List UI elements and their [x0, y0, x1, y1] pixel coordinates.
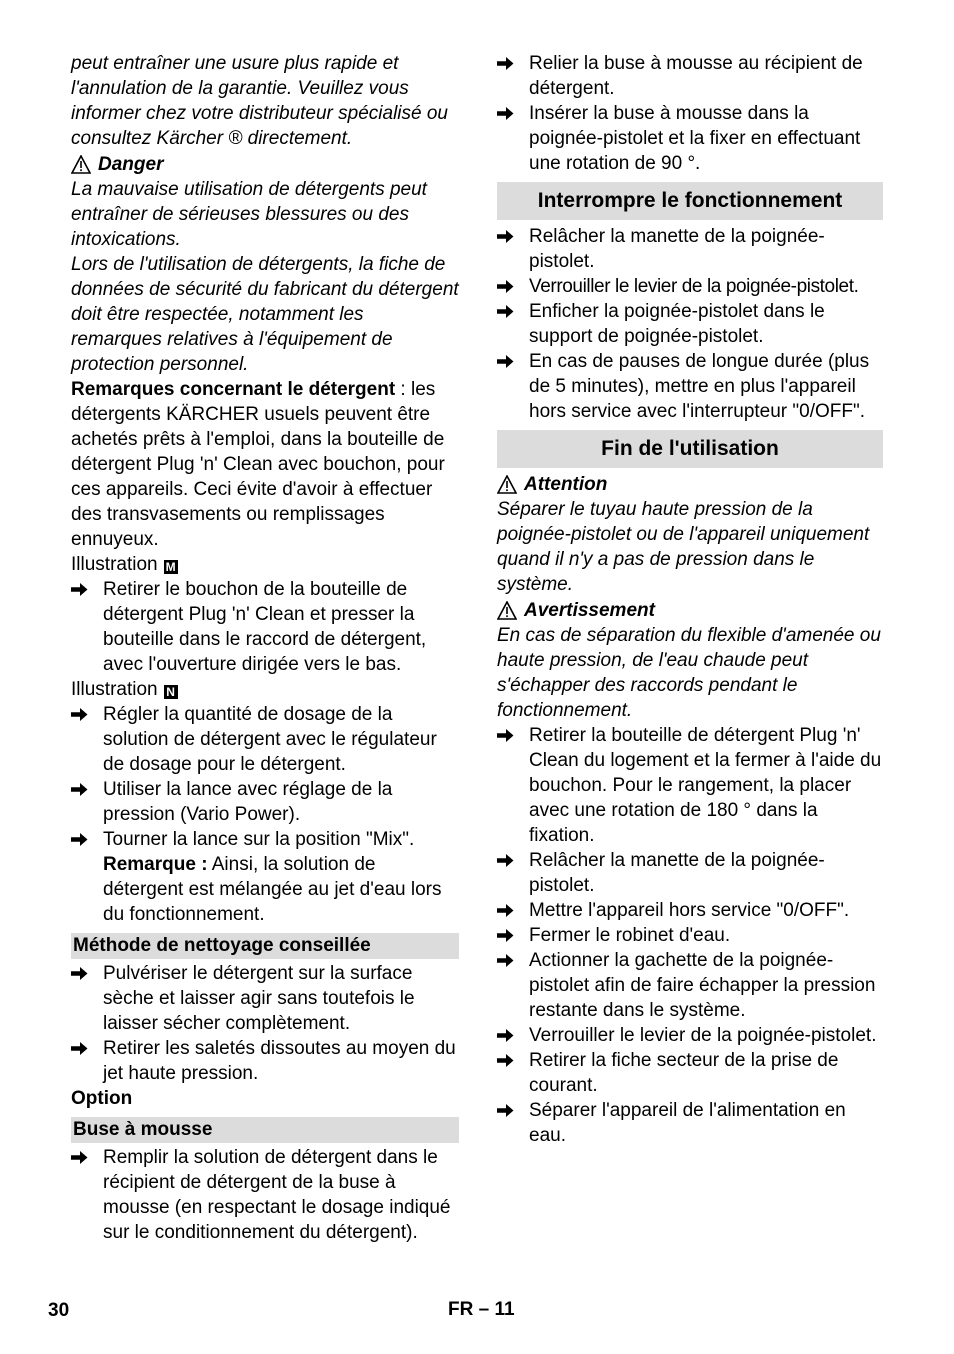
list-item — [497, 848, 883, 898]
danger-heading — [71, 152, 459, 177]
remark-text: Ainsi, la solution de détergent est mélangée au jet d'eau lors du fonctionnement. — [103, 854, 442, 925]
right-column — [497, 51, 883, 1148]
attention-label: Attention — [524, 474, 608, 495]
avertissement-heading — [497, 598, 883, 623]
list-item — [497, 948, 883, 1023]
list-item — [497, 274, 883, 299]
list-item — [71, 961, 459, 1036]
list-item — [497, 1098, 883, 1148]
list-item — [497, 1048, 883, 1098]
illustration-m-badge: M — [165, 560, 176, 574]
avertissement-text: En cas de séparation du flexible d'amenée ou haute pression, de l'eau chaude peut s'échapper des raccords pendant le fonctionnement. — [497, 625, 881, 721]
arrow-right-icon — [71, 1149, 88, 1166]
danger-text-1: La mauvaise utilisation de détergents peut entraîner de sérieuses blessures ou des intoxications. — [71, 179, 427, 250]
section-page-label: FR – 11 — [448, 1299, 515, 1320]
list-item — [71, 1036, 459, 1086]
list-item — [497, 299, 883, 349]
arrow-right-icon — [497, 55, 514, 72]
page-number: 30 — [48, 1300, 70, 1321]
section-heading-fin: Fin de l'utilisation — [497, 430, 883, 468]
step-text: Remplir la solution de détergent dans le récipient de détergent de la buse à mousse (en respectant le dosage indiqué sur le conditionnement du détergent). — [103, 1147, 451, 1243]
arrow-right-icon — [497, 353, 514, 370]
list-item — [71, 702, 459, 777]
option-heading: Option — [71, 1088, 133, 1109]
warning-triangle-icon — [497, 475, 517, 494]
step-text: Tourner la lance sur la position "Mix". — [103, 829, 415, 850]
list-item — [497, 923, 883, 948]
arrow-right-icon — [497, 927, 514, 944]
step-text: Enficher la poignée-pistolet dans le support de poignée-pistolet. — [529, 301, 825, 347]
list-item — [71, 577, 459, 677]
arrow-right-icon — [497, 727, 514, 744]
list-item — [71, 1145, 459, 1245]
avertissement-label: Avertissement — [524, 600, 655, 621]
step-text: Retirer la bouteille de détergent Plug 'n' Clean du logement et la fermer à l'aide du bouchon. Pour le rangement, la placer avec une rotation de 180 ° dans la fixation. — [529, 725, 882, 846]
illustration-label: Illustration — [71, 679, 158, 700]
step-text: Fermer le robinet d'eau. — [529, 925, 731, 946]
remarks-label: Remarques concernant le détergent — [71, 379, 396, 400]
danger-text-2: Lors de l'utilisation de détergents, la fiche de données de sécurité du fabricant du détergent doit être respectée, notamment les remarques relatives à l'équipement de protection personnel. — [71, 254, 459, 375]
section-heading-buse: Buse à mousse — [71, 1117, 459, 1143]
remarks-paragraph — [71, 377, 459, 552]
list-item — [497, 1023, 883, 1048]
arrow-right-icon — [497, 303, 514, 320]
list-item — [497, 51, 883, 101]
list-item — [497, 723, 883, 848]
arrow-right-icon — [497, 105, 514, 122]
step-text: Régler la quantité de dosage de la solution de détergent avec le régulateur de dosage pour le détergent. — [103, 704, 437, 775]
arrow-right-icon — [71, 581, 88, 598]
warning-triangle-icon — [497, 601, 517, 620]
step-text: Retirer la fiche secteur de la prise de courant. — [529, 1050, 839, 1096]
illustration-n — [71, 677, 459, 702]
section-heading-methode: Méthode de nettoyage conseillée — [71, 933, 459, 959]
step-text: Verrouiller le levier de la poignée-pistolet. — [529, 276, 859, 297]
arrow-right-icon — [71, 1040, 88, 1057]
arrow-right-icon — [497, 1102, 514, 1119]
arrow-right-icon — [497, 278, 514, 295]
remark-label: Remarque : — [103, 854, 208, 875]
danger-label: Danger — [98, 154, 164, 175]
illustration-n-badge: N — [164, 685, 178, 699]
step-text: Relier la buse à mousse au récipient de détergent. — [529, 53, 863, 99]
warning-triangle-icon — [71, 155, 91, 174]
list-item — [71, 827, 459, 927]
left-column — [71, 51, 459, 1245]
step-text: Retirer les saletés dissoutes au moyen du jet haute pression. — [103, 1038, 456, 1084]
arrow-right-icon — [71, 781, 88, 798]
list-item — [497, 101, 883, 176]
step-text: Pulvériser le détergent sur la surface sèche et laisser agir sans toutefois le laisser sécher complètement. — [103, 963, 415, 1034]
remarks-text: : les détergents KÄRCHER usuels peuvent être achetés prêts à l'emploi, dans la bouteille de détergent Plug 'n' Clean avec bouchon, pour ces appareils. Ceci évite d'avoir à effectuer des transvasements ou remplissages ennuyeux. — [71, 379, 445, 550]
section-heading-interrompre: Interrompre le fonctionnement — [497, 182, 883, 220]
step-text: Retirer le bouchon de la bouteille de détergent Plug 'n' Clean et presser la bouteille dans le raccord de détergent, avec l'ouverture dirigée vers le bas. — [103, 579, 427, 675]
step-text: Mettre l'appareil hors service "0/OFF". — [529, 900, 850, 921]
illustration-label: Illustration — [71, 554, 158, 575]
arrow-right-icon — [497, 1027, 514, 1044]
list-item — [497, 898, 883, 923]
step-text: Relâcher la manette de la poignée-pistolet. — [529, 850, 825, 896]
attention-heading — [497, 472, 883, 497]
step-text: Séparer l'appareil de l'alimentation en eau. — [529, 1100, 846, 1146]
step-text: Verrouiller le levier de la poignée-pistolet. — [529, 1025, 877, 1046]
arrow-right-icon — [71, 965, 88, 982]
list-item — [497, 349, 883, 424]
step-text: Relâcher la manette de la poignée-pistolet. — [529, 226, 825, 272]
arrow-right-icon — [71, 706, 88, 723]
arrow-right-icon — [497, 228, 514, 245]
step-text: Insérer la buse à mousse dans la poignée-pistolet et la fixer en effectuant une rotation de 90 °. — [529, 103, 861, 174]
intro-text: peut entraîner une usure plus rapide et l'annulation de la garantie. Veuillez vous informer chez votre distributeur spécialisé ou consultez Kärcher ® directement. — [71, 53, 449, 149]
list-item — [497, 224, 883, 274]
step-text: Actionner la gachette de la poignée-pistolet afin de faire échapper la pression restante dans le système. — [529, 950, 876, 1021]
arrow-right-icon — [497, 952, 514, 969]
illustration-m — [71, 552, 459, 577]
attention-text: Séparer le tuyau haute pression de la poignée-pistolet ou de l'appareil uniquement quand il n'y a pas de pression dans le système. — [497, 499, 870, 595]
list-item — [71, 777, 459, 827]
step-text: En cas de pauses de longue durée (plus de 5 minutes), mettre en plus l'appareil hors service avec l'interrupteur "0/OFF". — [529, 351, 870, 422]
step-text: Utiliser la lance avec réglage de la pression (Vario Power). — [103, 779, 393, 825]
arrow-right-icon — [497, 852, 514, 869]
arrow-right-icon — [497, 1052, 514, 1069]
arrow-right-icon — [497, 902, 514, 919]
arrow-right-icon — [71, 831, 88, 848]
